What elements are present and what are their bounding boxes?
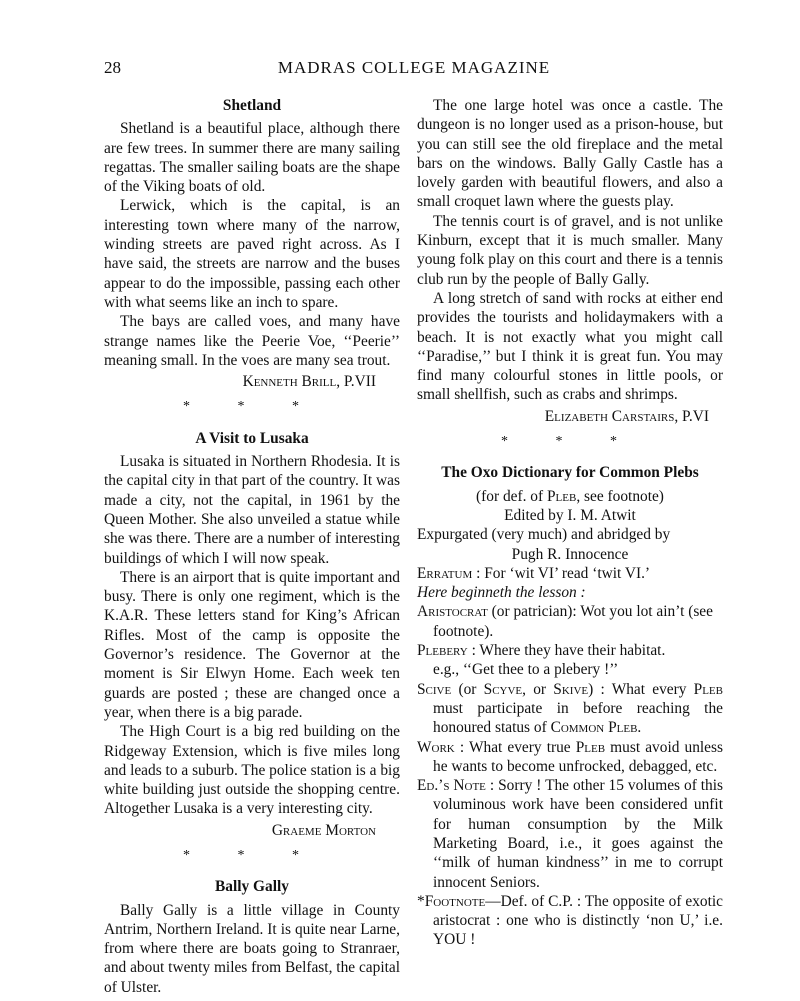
article-paragraph: Bally Gally is a little village in County Antrim, Northern Ireland. It is quite near Larne, from where there are boats going to Stranraer, and about twenty miles from Belfast, the capital of Ulster.: [104, 901, 400, 996]
article-paragraph: The one large hotel was once a castle. The dungeon is no longer used as a prison-house, but you can still see the old fireplace and the metal bars on the windows. Bally Gally Castle has a lovely garden with beautiful flowers, and also a small croquet lawn where the guests play.: [417, 97, 723, 211]
dictionary-entry-scive: Scive (or Scyve, or Skive) : What every Pleb must participate in before reaching the honoured status of Common Pleb.: [417, 680, 723, 737]
article-author: Kenneth Brill, P.VII: [242, 373, 376, 391]
dictionary-expurgated: Expurgated (very much) and abridged by: [417, 526, 671, 544]
article-author: Elizabeth Carstairs, P.VI: [544, 407, 709, 425]
article-title-shetland: Shetland: [222, 97, 282, 114]
dictionary-entry-work: Work : What every true Pleb must avoid unless he wants to become unfrocked, debagged, etc.: [417, 738, 723, 775]
section-separator: * * *: [183, 847, 321, 863]
page-number: 28: [104, 58, 121, 77]
section-separator: * * *: [183, 399, 321, 415]
article-paragraph: Lusaka is situated in Northern Rhodesia. It is the capital city in that part of the country. It was made a city, not the capital, in 1961 by the Queen Mother. She also unveiled a statue while she was there. There are a number of interesting buildings of which I will now speak.: [104, 453, 400, 567]
article-author: Graeme Morton: [271, 821, 376, 839]
article-title-bally-gally: Bally Gally: [215, 878, 289, 896]
section-separator: * * *: [501, 434, 639, 450]
article-paragraph: The tennis court is of gravel, and is not unlike Kinburn, except that it is much smaller. Many young folk play on this court and there is a tennis club run by the people of Bally Gally.: [417, 212, 723, 288]
right-column: [417, 96, 723, 950]
article-paragraph: A long stretch of sand with rocks at either end provides the tourists and holidaymakers with a beach. It is not exactly what you might call ‘‘Paradise,’’ but I think it is great fun. You may find many colourful stones in little pools, or small shellfish, such as crabs and shrimps.: [417, 289, 723, 404]
left-column: [104, 96, 400, 997]
article-title-lusaka: A Visit to Lusaka: [195, 429, 309, 447]
article-paragraph: Shetland is a beautiful place, although there are few trees. In summer there are many sailing regattas. The smaller sailing boats are the shape of the Viking boats of old.: [104, 120, 400, 196]
magazine-title: MADRAS COLLEGE MAGAZINE: [277, 58, 551, 77]
dictionary-entry-editors-note: Ed.’s Note : Sorry ! The other 15 volumes of this voluminous work have been considered unfit for human consumption by the Milk Marketing Board, i.e., it goes against the ‘‘milk of human kindness’’ in me to corrupt innocent Seniors.: [417, 777, 724, 891]
dictionary-subtitle: (for def. of Pleb, see footnote): [476, 487, 664, 505]
dictionary-entry-plebery: Plebery : Where they have their habitat. e.g., ‘‘Get thee to a plebery !’’: [417, 642, 666, 679]
dictionary-entry-erratum: Erratum : For ‘wit VI’ read ‘twit VI.’: [417, 564, 651, 582]
article-title-oxo-dictionary: The Oxo Dictionary for Common Plebs: [441, 464, 699, 482]
article-paragraph: Lerwick, which is the capital, is an interesting town where many of the narrow, winding streets are paved right across. As I have said, the streets are narrow and the buses appear to do the impossible, passing each other with what seems like an inch to spare.: [104, 197, 400, 311]
article-paragraph: There is an airport that is quite important and busy. There is only one regiment, which is the K.A.R. These letters stand for King’s African Rifles. Most of the camp is opposite the Governor’s residence. The Governor at the moment is Sir Elwyn Home. Each week ten guards are posted ; these are changed once a year, when there is a big parade.: [104, 568, 400, 721]
dictionary-expurgator: Pugh R. Innocence: [511, 545, 629, 563]
dictionary-entry-aristocrat: Aristocrat (or patrician): Wot you lot ain’t (see footnote).: [417, 603, 713, 640]
article-paragraph: The High Court is a big red building on the Ridgeway Extension, which is five miles long and leads to a suburb. The police station is a big white building just outside the shopping centre. Altogether Lusaka is a very interesting city.: [104, 723, 400, 818]
article-paragraph: The bays are called voes, and many have strange names like the Peerie Voe, ‘‘Peerie’’ meaning small. In the voes are many sea trout.: [104, 313, 400, 369]
dictionary-footnote: *Footnote—Def. of C.P. : The opposite of exotic aristocrat : one who is distinctly ‘non U,’ i.e. YOU !: [417, 892, 723, 949]
dictionary-lesson-intro: Here beginneth the lesson :: [417, 584, 586, 602]
dictionary-editor: Edited by I. M. Atwit: [504, 506, 636, 524]
page-header: [104, 58, 724, 80]
